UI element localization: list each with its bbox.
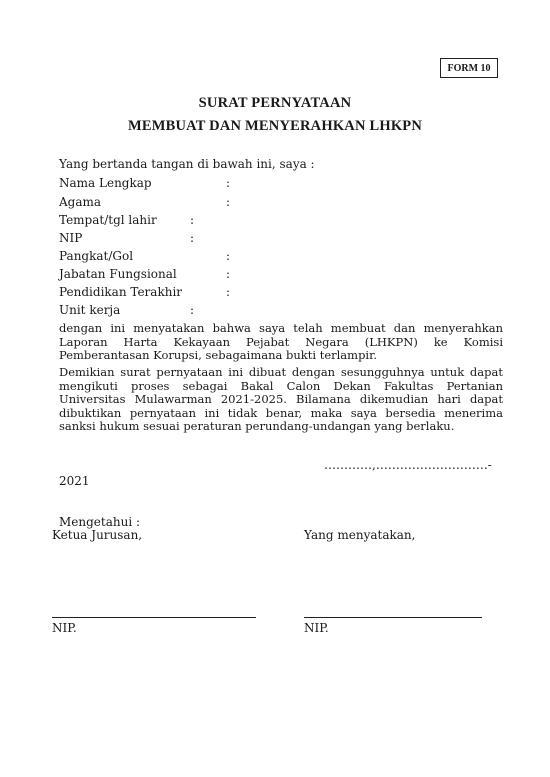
left-nip-label: NIP. [52,621,77,635]
field-colon-tempat-lahir: : [190,213,195,227]
field-colon-pangkat: : [226,249,231,263]
field-colon-nama: : [226,176,231,190]
statement-paragraph: dengan ini menyatakan bahwa saya telah membuat dan menyerahkan Laporan Harta Kekayaan Pejabat Negara (LHKPN) ke Komisi Pemberantasan Korupsi, sebagaimana bukti terlampir. [59,321,503,363]
right-signer-role: Yang menyatakan, [304,528,416,542]
field-label-nip: NIP [59,231,83,245]
field-colon-pendidikan: : [226,285,231,299]
field-label-jabatan: Jabatan Fungsional [59,267,177,281]
left-signer-role: Ketua Jurusan, [52,528,143,542]
year-text: 2021 [59,474,90,488]
document-title: SURAT PERNYATAAN [198,95,352,111]
left-signature-line [52,617,256,618]
field-colon-jabatan: : [226,267,231,281]
field-colon-agama: : [226,195,231,209]
field-label-pangkat: Pangkat/Gol [59,249,134,263]
field-colon-unit-kerja: : [190,303,195,317]
field-colon-nip: : [190,231,195,245]
right-nip-label: NIP. [304,621,329,635]
field-label-agama: Agama [59,195,102,209]
intro-text: Yang bertanda tangan di bawah ini, saya : [59,157,315,171]
field-label-nama: Nama Lengkap [59,176,152,190]
form-number-box: FORM 10 [440,58,498,78]
mengetahui-label: Mengetahui : [59,515,141,529]
field-label-pendidikan: Pendidikan Terakhir [59,285,183,299]
place-date-line: …………,……………………….- [324,458,492,472]
right-signature-line [304,617,482,618]
document-subtitle: MEMBUAT DAN MENYERAHKAN LHKPN [127,118,423,134]
declaration-paragraph: Demikian surat pernyataan ini dibuat dengan sesungguhnya untuk dapat mengikuti proses sebagai Bakal Calon Dekan Fakultas Pertanian Universitas Mulawarman 2021-2025. Bilamana dikemudian hari dapat dibuktikan pernyataan ini tidak benar, maka saya bersedia menerima sanksi hukum sesuai peraturan perundang-undangan yang berlaku. [59,365,503,434]
field-label-unit-kerja: Unit kerja [59,303,121,317]
field-label-tempat-lahir: Tempat/tgl lahir [59,213,157,227]
